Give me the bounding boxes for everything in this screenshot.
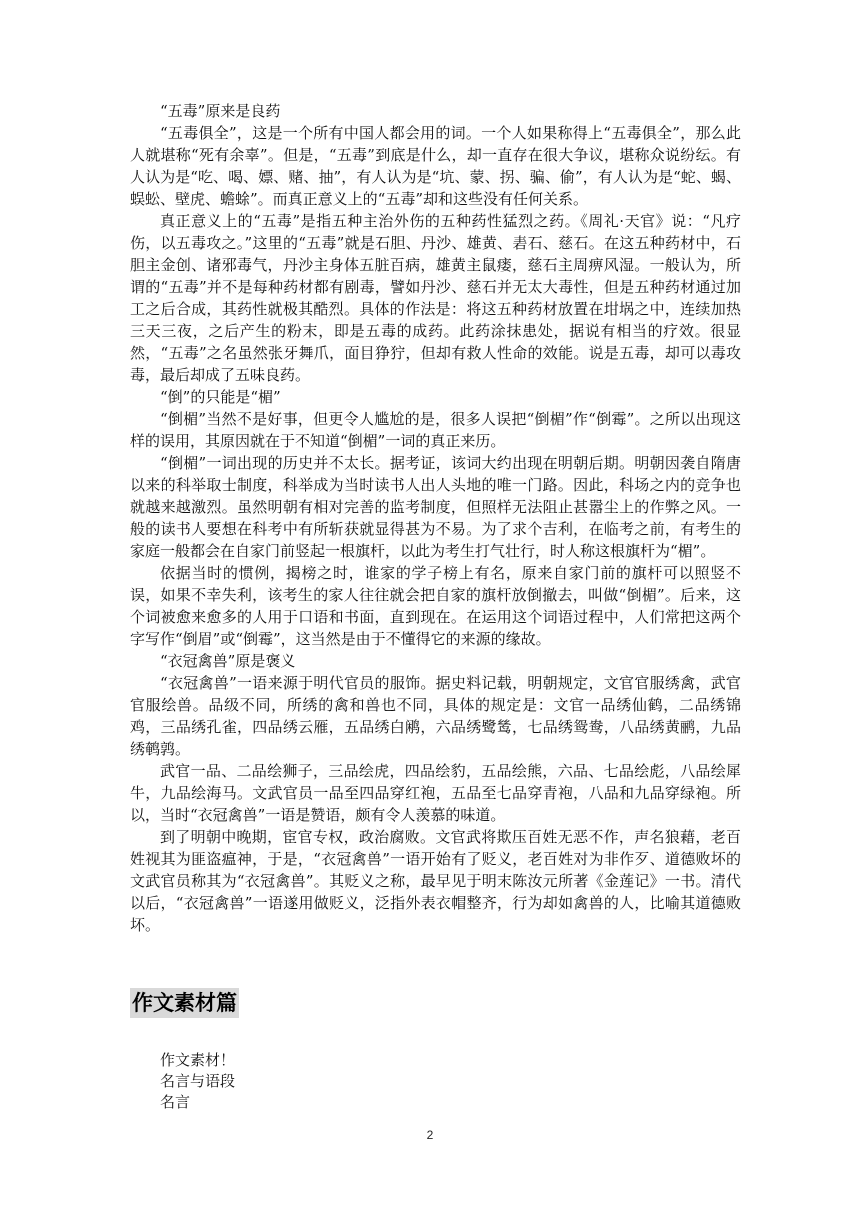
subheading: “倒”的只能是“楣”: [160, 388, 281, 406]
paragraph: 到了明朝中晚期，宦官专权，政治腐败。文官武将欺压百姓无恶不作，声名狼藉，老百姓视其为匪盗瘟神，于是，“衣冠禽兽”一语开始有了贬义，老百姓对为非作歹、道德败坏的文武官员称其为“衣冠禽兽”。其贬义之称，最早见于明末陈汝元所著《金莲记》一书。清代以后，“衣冠禽兽”一语遂用做贬义，泛指外表衣帽整齐，行为却如禽兽的人，比喻其道德败坏。: [130, 828, 741, 934]
paragraph: “倒楣”一词出现的历史并不太长。据考证，该词大约出现在明朝后期。明朝因袭自隋唐以来的科举取士制度，科举成为当时读书人出人头地的唯一门路。因此，科场之内的竞争也就越来越激烈。虽然明朝有相对完善的监考制度，但照样无法阻止甚嚣尘上的作弊之风。一般的读书人要想在科考中有所斩获就显得甚为不易。为了求个吉利，在临考之前，有考生的家庭一般都会在自家门前竖起一根旗杆，以此为考生打气壮行，时人称这根旗杆为“楣”。: [130, 454, 741, 560]
list-item: 名言与语段: [160, 1072, 236, 1090]
paragraph: “倒楣”当然不是好事，但更令人尴尬的是，很多人误把“倒楣”作“倒霉”。之所以出现这样的误用，其原因就在于不知道“倒楣”一词的真正来历。: [130, 410, 741, 450]
list-item: 作文素材！: [160, 1051, 236, 1069]
subheading: “五毒”原来是良药: [160, 102, 281, 120]
article-body: [130, 100, 741, 936]
paragraph: “五毒俱全”，这是一个所有中国人都会用的词。一个人如果称得上“五毒俱全”，那么此人就堪称“死有余辜”。但是，“五毒”到底是什么，却一直存在很大争议，堪称众说纷纭。有人认为是“吃、喝、嫖、赌、抽”，有人认为是“坑、蒙、拐、骗、偷”，有人认为是“蛇、蝎、蜈蚣、壁虎、蟾蜍”。而真正意义上的“五毒”却和这些没有任何关系。: [130, 124, 741, 208]
section-title: 作文素材篇: [130, 988, 239, 1018]
list-item: 名言: [160, 1093, 191, 1111]
paragraph: 依据当时的惯例，揭榜之时，谁家的学子榜上有名，原来自家门前的旗杆可以照竖不误，如果不幸失利，该考生的家人往往就会把自家的旗杆放倒撤去，叫做“倒楣”。后来，这个词被愈来愈多的人用于口语和书面，直到现在。在运用这个词语过程中，人们常把这两个字写作“倒眉”或“倒霉”，这当然是由于不懂得它的来源的缘故。: [130, 564, 741, 648]
paragraph: 真正意义上的“五毒”是指五种主治外伤的五种药性猛烈之药。《周礼·天官》说：“凡疗伤，以五毒攻之。”这里的“五毒”就是石胆、丹沙、雄黄、砉石、慈石。在这五种药材中，石胆主金创、诸邪毒气，丹沙主身体五脏百病，雄黄主鼠瘘，慈石主周痹风湿。一般认为，所谓的“五毒”并不是每种药材都有剧毒，譬如丹沙、慈石并无太大毒性，但是五种药材通过加工之后合成，其药性就极其酷烈。具体的作法是：将这五种药材放置在坩埚之中，连续加热三天三夜，之后产生的粉末，即是五毒的成药。此药涂抹患处，据说有相当的疗效。很显然，“五毒”之名虽然张牙舞爪，面目狰狞，但却有救人性命的效能。说是五毒，却可以毒攻毒，最后却成了五味良药。: [130, 212, 741, 384]
page-number: 2: [426, 1128, 434, 1142]
material-list: [160, 1050, 560, 1113]
paragraph: “衣冠禽兽”一语来源于明代官员的服饰。据史料记载，明朝规定，文官官服绣禽，武官官服绘兽。品级不同，所绣的禽和兽也不同，具体的规定是：文官一品绣仙鹤，二品绣锦鸡，三品绣孔雀，四品绣云雁，五品绣白鹇，六品绣鹭鸶，七品绣鸳鸯，八品绣黄鹂，九品绣鹌鹑。: [130, 674, 741, 758]
paragraph: 武官一品、二品绘狮子，三品绘虎，四品绘豹，五品绘熊，六品、七品绘彪，八品绘犀牛，九品绘海马。文武官员一品至四品穿红袍，五品至七品穿青袍，八品和九品穿绿袍。所以，当时“衣冠禽兽”一语是赞语，颇有令人羡慕的味道。: [130, 762, 741, 824]
subheading: “衣冠禽兽”原是褒义: [160, 652, 296, 670]
